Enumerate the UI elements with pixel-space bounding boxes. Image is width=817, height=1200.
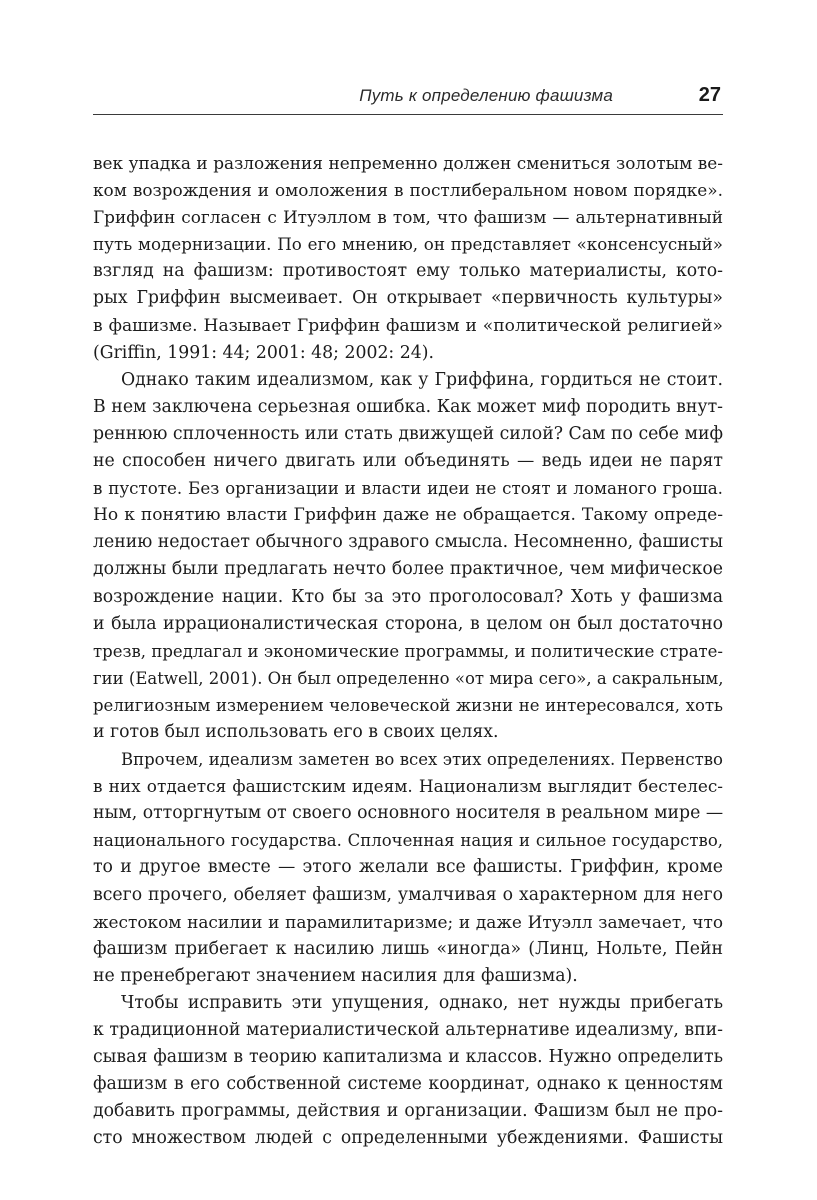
text-line: рых Гриффин высмеивает. Он открывает «первичность культуры»	[93, 288, 723, 309]
text-line: фашизм прибегает к насилию лишь «иногда» (Линц, Нольте, Пейн	[93, 938, 723, 959]
text-line: лению недостает обычного здравого смысла. Несомненно, фашисты	[93, 532, 723, 553]
text-line: то и другое вместе — этого желали все фашисты. Гриффин, кроме	[93, 857, 723, 878]
text-line: возрождение нации. Кто бы за это проголосовал? Хоть у фашизма	[93, 586, 723, 607]
text-line: и готов был использовать его в своих целях.	[93, 721, 499, 742]
text-line: всего прочего, обеляет фашизм, умалчивая о характерном для него	[93, 884, 723, 905]
text-line: трезв, предлагал и экономические программы, и политические страте-	[93, 641, 723, 661]
text-line: гии (Eatwell, 2001). Он был определенно «от мира сего», а сакральным,	[93, 668, 724, 688]
text-line: взгляд на фашизм: противостоят ему только материалисты, кото-	[93, 261, 723, 282]
paragraph	[93, 990, 723, 1153]
body-text	[93, 150, 723, 1152]
text-line: не пренебрегают значением насилия для фашизма).	[93, 965, 578, 986]
text-line: фашизм в его собственной системе координат, однако к ценностям	[93, 1074, 723, 1095]
text-line: в фашизме. Называет Гриффин фашизм и «политической религией»	[93, 315, 723, 336]
text-line: национального государства. Сплоченная нация и сильное государство,	[93, 831, 723, 851]
text-line: к традиционной материалистической альтернативе идеализму, впи-	[93, 1020, 723, 1040]
text-line: жестоком насилии и парамилитаризме; и даже Итуэлл замечает, что	[93, 911, 723, 932]
running-title: Путь к определению фашизма	[359, 86, 613, 105]
text-line: Гриффин согласен с Итуэллом в том, что фашизм — альтернативный	[93, 207, 723, 228]
paragraph	[93, 746, 723, 990]
text-line: ным, отторгнутым от своего основного носителя в реальном мире —	[93, 803, 724, 824]
text-line: век упадка и разложения непременно должен смениться золотым ве-	[93, 153, 723, 173]
text-line: Впрочем, идеализм заметен во всех этих определениях. Первенство	[121, 750, 723, 770]
text-line: должны были предлагать нечто более практичное, чем мифическое	[93, 559, 723, 580]
text-line: сто множеством людей с определенными убеждениями. Фашисты	[93, 1128, 723, 1149]
text-line: в пустоте. Без организации и власти идеи не стоят и ломаного гроша.	[93, 478, 723, 499]
page-number: 27	[698, 84, 721, 106]
text-line: добавить программы, действия и организации. Фашизм был не про-	[93, 1101, 723, 1122]
text-line: путь модернизации. По его мнению, он представляет «консенсусный»	[93, 234, 723, 255]
text-line: сывая фашизм в теорию капитализма и классов. Нужно определить	[93, 1047, 723, 1068]
text-line: реннюю сплоченность или стать движущей силой? Сам по себе миф	[93, 423, 723, 444]
text-line: и была иррационалистическая сторона, в целом он был достаточно	[93, 613, 723, 634]
text-line: Однако таким идеализмом, как у Гриффина, гордиться не стоит.	[121, 369, 723, 390]
paragraph	[93, 367, 723, 746]
text-line: В нем заключена серьезная ошибка. Как может миф породить внут-	[93, 396, 723, 417]
text-line: Но к понятию власти Гриффин даже не обращается. Такому опреде-	[93, 505, 723, 526]
text-line: религиозным измерением человеческой жизни не интересовался, хоть	[93, 695, 723, 715]
text-line: ком возрождения и омоложения в постлиберальном новом порядке».	[93, 180, 723, 201]
text-line: в них отдается фашистским идеям. Национализм выглядит бестелес-	[93, 776, 723, 797]
text-line: Чтобы исправить эти упущения, однако, нет нужды прибегать	[121, 992, 723, 1013]
paragraph	[93, 150, 723, 367]
text-line: не способен ничего двигать или объединять — ведь идеи не парят	[93, 451, 723, 472]
running-header	[93, 84, 723, 115]
text-line: (Griffin, 1991: 44; 2001: 48; 2002: 24).	[93, 342, 434, 363]
